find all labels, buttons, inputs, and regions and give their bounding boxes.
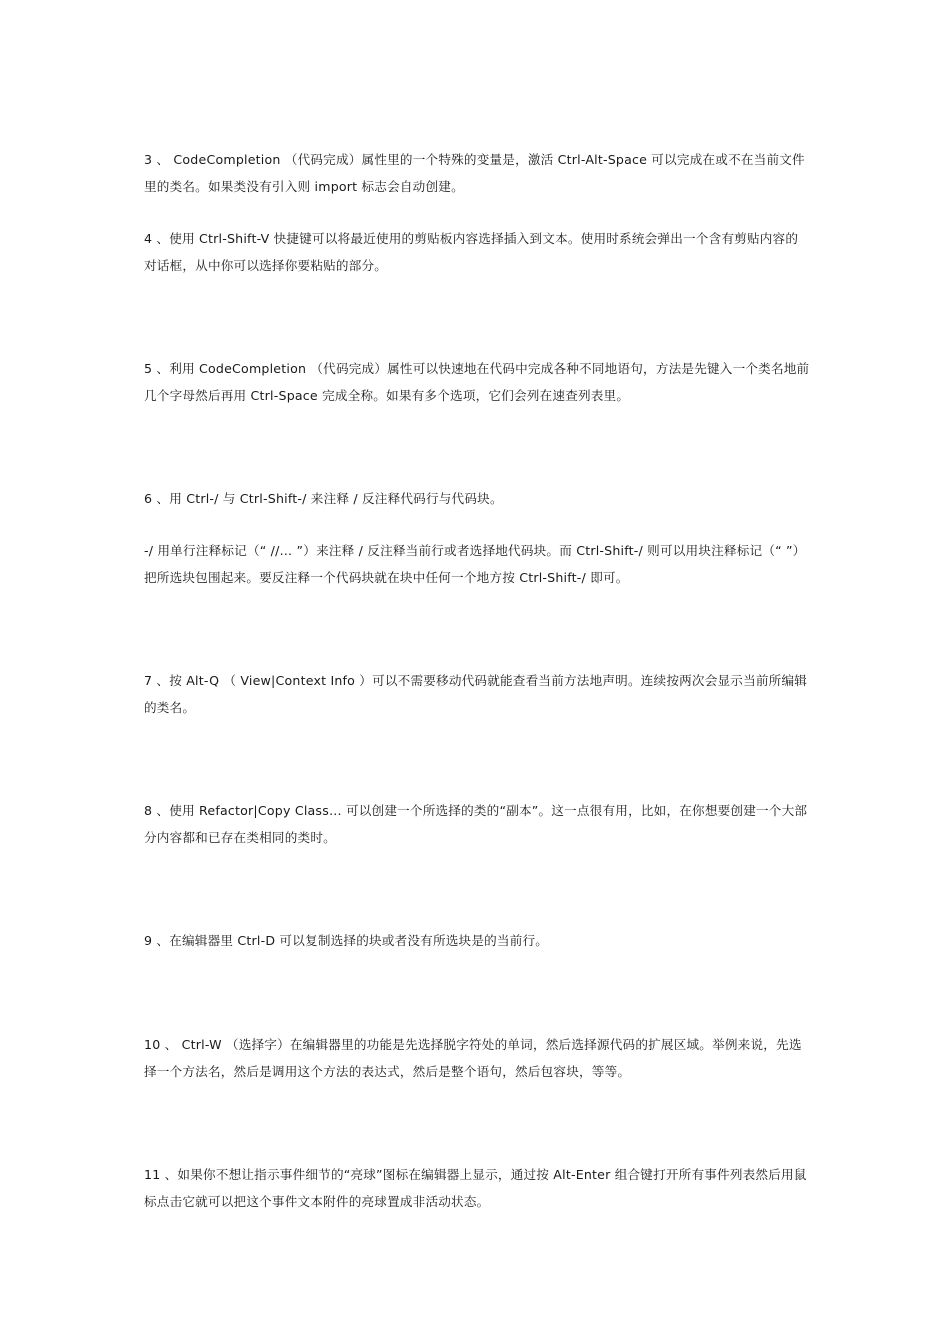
paragraph-tip-6: 6 、用 Ctrl-/ 与 Ctrl-Shift-/ 来注释 / 反注释代码行与代码块。 (144, 491, 503, 506)
paragraph-tip-4: 4 、使用 Ctrl-Shift-V 快捷键可以将最近使用的剪贴板内容选择插入到文本。使用时系统会弹出一个含有剪贴内容的对话框，从中你可以选择你要粘贴的部分。 (144, 231, 799, 273)
paragraph-tip-9: 9 、在编辑器里 Ctrl-D 可以复制选择的块或者没有所选块是的当前行。 (144, 933, 549, 948)
paragraph-tip-11: 11 、如果你不想让指示事件细节的“亮球”图标在编辑器上显示，通过按 Alt-Enter 组合键打开所有事件列表然后用鼠标点击它就可以把这个事件文本附件的亮球置成非活动状态。 (144, 1167, 807, 1209)
paragraph-tip-8: 8 、使用 Refactor|Copy Class… 可以创建一个所选择的类的“副本”。这一点很有用，比如，在你想要创建一个大部分内容都和已存在类相同的类时。 (144, 803, 808, 845)
paragraph-tip-5: 5 、利用 CodeCompletion （代码完成）属性可以快速地在代码中完成各种不同地语句，方法是先键入一个类名地前几个字母然后再用 Ctrl-Space 完成全称。如果有多个选项，它们会列在速查列表里。 (144, 361, 810, 403)
paragraph-tip-10: 10 、 Ctrl-W （选择字）在编辑器里的功能是先选择脱字符处的单词，然后选择源代码的扩展区域。举例来说，先选择一个方法名，然后是调用这个方法的表达式，然后是整个语句，然后包容块，等等。 (144, 1037, 802, 1079)
paragraph-tip-7: 7 、按 Alt-Q （ View|Context Info ）可以不需要移动代码就能查看当前方法地声明。连续按两次会显示当前所编辑的类名。 (144, 673, 808, 715)
paragraph-tip-6-detail: -/ 用单行注释标记（“ //… ”）来注释 / 反注释当前行或者选择地代码块。而 Ctrl-Shift-/ 则可以用块注释标记（“ ”）把所选块包围起来。要反注释一个代码块就在块中任何一个地方按 Ctrl-Shift-/ 即可。 (144, 543, 806, 585)
paragraph-tip-3: 3 、 CodeCompletion （代码完成）属性里的一个特殊的变量是，激活 Ctrl-Alt-Space 可以完成在或不在当前文件里的类名。如果类没有引入则 import 标志会自动创建。 (144, 152, 805, 194)
